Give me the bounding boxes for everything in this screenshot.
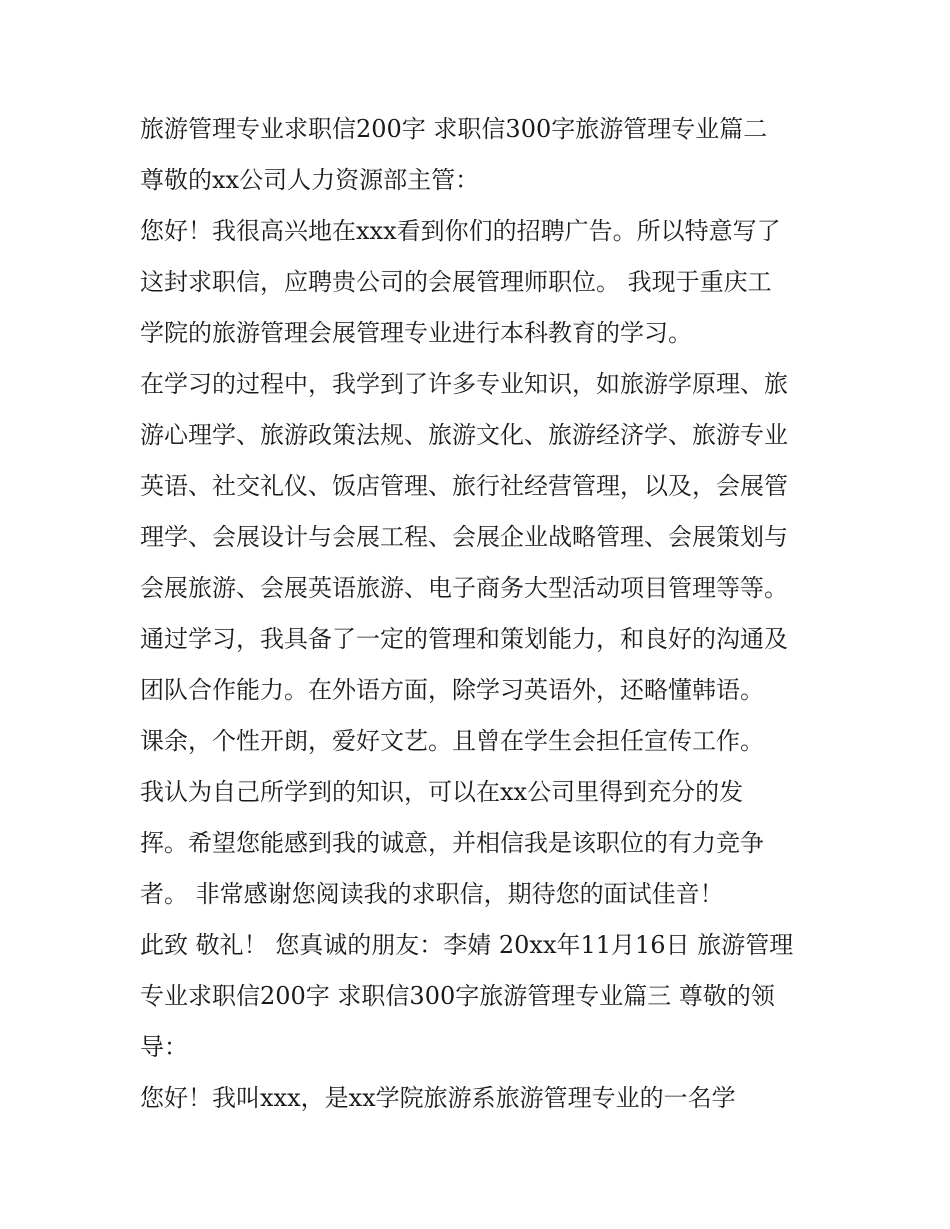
text-line: 课余，个性开朗，爱好文艺。且曾在学生会担任宣传工作。	[140, 727, 764, 755]
text-line: 您好！我很高兴地在xxx看到你们的招聘广告。所以特意写了	[140, 217, 781, 245]
text-line: 尊敬的xx公司人力资源部主管：	[140, 166, 480, 194]
text-line: 理学、会展设计与会展工程、会展企业战略管理、会展策划与	[140, 523, 788, 551]
text-line: 此致 敬礼！ 您真诚的朋友：李婧 20xx年11月16日 旅游管理	[140, 931, 794, 959]
text-line: 导：	[140, 1033, 188, 1061]
text-line: 专业求职信200字 求职信300字旅游管理专业篇三 尊敬的领	[140, 982, 775, 1010]
text-line: 游心理学、旅游政策法规、旅游文化、旅游经济学、旅游专业	[140, 421, 788, 449]
text-line: 通过学习，我具备了一定的管理和策划能力，和良好的沟通及	[140, 625, 788, 653]
text-line: 这封求职信，应聘贵公司的会展管理师职位。 我现于重庆工	[140, 268, 772, 296]
text-line: 在学习的过程中，我学到了许多专业知识，如旅游学原理、旅	[140, 370, 788, 398]
letter-body	[140, 104, 830, 1124]
text-line: 您好！我叫xxx，是xx学院旅游系旅游管理专业的一名学	[140, 1084, 736, 1112]
text-line: 挥。希望您能感到我的诚意，并相信我是该职位的有力竞争	[140, 829, 764, 857]
text-line: 英语、社交礼仪、饭店管理、旅行社经营管理，以及，会展管	[140, 472, 788, 500]
text-line: 者。 非常感谢您阅读我的求职信，期待您的面试佳音！	[140, 880, 724, 908]
text-line: 学院的旅游管理会展管理专业进行本科教育的学习。	[140, 319, 692, 347]
text-line: 旅游管理专业求职信200字 求职信300字旅游管理专业篇二	[140, 115, 768, 143]
text-line: 会展旅游、会展英语旅游、电子商务大型活动项目管理等等。	[140, 574, 788, 602]
text-line: 团队合作能力。在外语方面，除学习英语外，还略懂韩语。	[140, 676, 764, 704]
text-line: 我认为自己所学到的知识，可以在xx公司里得到充分的发	[140, 778, 744, 806]
